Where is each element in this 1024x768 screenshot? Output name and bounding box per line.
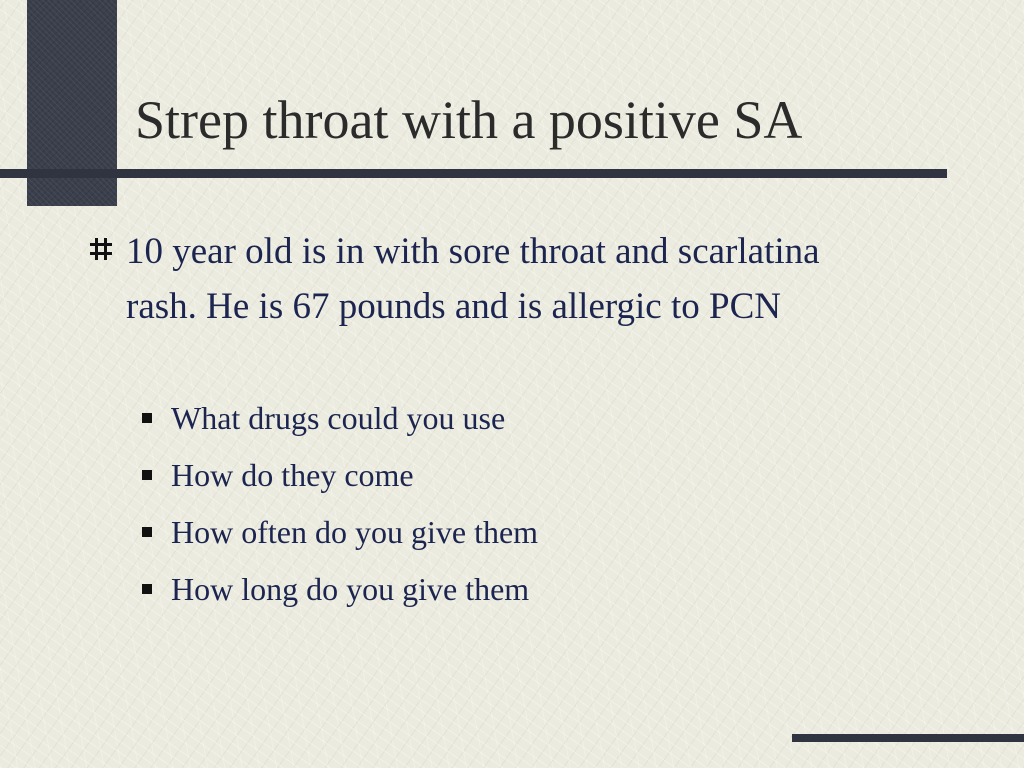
sub-bullet-text: What drugs could you use [171, 400, 506, 436]
sub-bullet-text: How long do you give them [171, 571, 530, 607]
title-divider [0, 169, 947, 178]
sub-bullet-item [142, 508, 538, 565]
square-bullet-icon [142, 584, 152, 594]
sub-bullet-text: How often do you give them [171, 514, 539, 550]
main-bullet-text: 10 year old is in with sore throat and scarlatina rash. He is 67 pounds and is allergic to PCN [126, 231, 820, 327]
sub-bullet-list [142, 394, 538, 622]
square-bullet-icon [142, 413, 152, 423]
sub-bullet-text: How do they come [171, 457, 414, 493]
square-bullet-icon [142, 527, 152, 537]
footer-divider [792, 734, 1024, 742]
sub-bullet-item [142, 394, 538, 451]
sub-bullet-item [142, 565, 538, 622]
hash-bullet-icon [90, 238, 112, 260]
sub-bullet-item [142, 451, 538, 508]
square-bullet-icon [142, 470, 152, 480]
slide-title: Strep throat with a positive SA [135, 90, 803, 150]
main-bullet [90, 224, 850, 334]
